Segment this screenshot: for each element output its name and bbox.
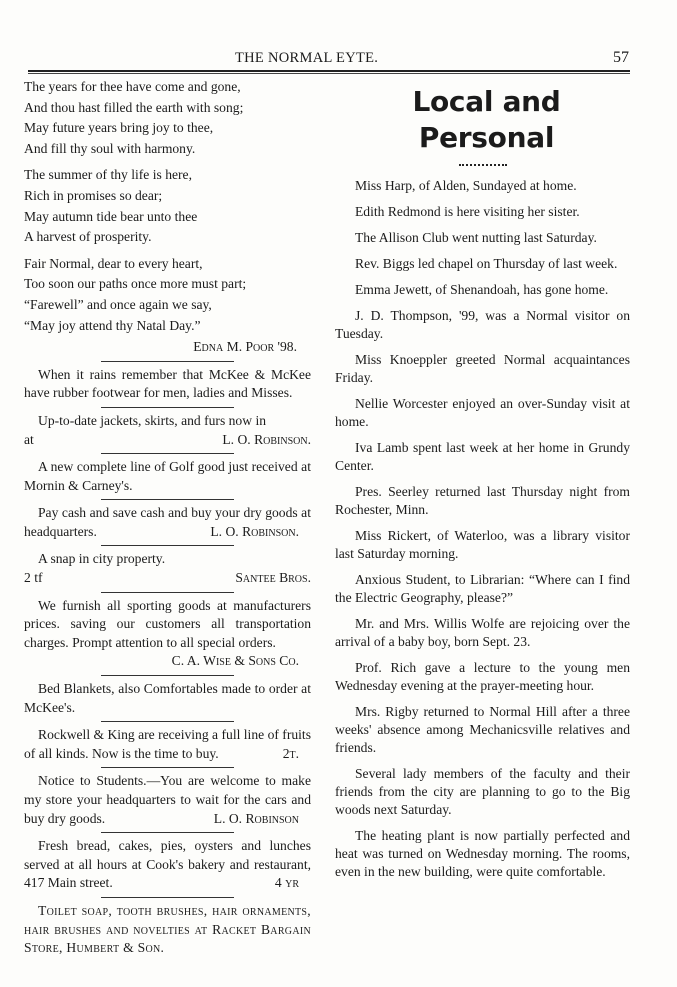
right-column: [335, 84, 630, 889]
poem-line: The years for thee have come and gone,: [24, 79, 241, 94]
divider: [101, 545, 234, 546]
news-item: Iva Lamb spent last week at her home in Grundy Center.: [335, 440, 630, 473]
ad-signature: L. O. Robinson: [213, 810, 299, 826]
divider: [101, 499, 234, 500]
poem-line: Rich in promises so dear;: [24, 187, 163, 203]
poem-signature: Edna M. Poor '98.: [193, 339, 297, 355]
news-item: The heating plant is now partially perfected and heat was turned on Wednesday morning. The rooms, even in the new building, were quite comfortable.: [335, 828, 630, 879]
section-heading: Local and Personal: [412, 85, 561, 154]
divider: [101, 407, 234, 408]
ad-note: at: [24, 431, 34, 447]
advertisement: [24, 772, 311, 828]
news-item: J. D. Thompson, '99, was a Normal visitor on Tuesday.: [335, 308, 630, 341]
ad-text: Fresh bread, cakes, pies, oysters and lunches served at all hours at Cook's bakery and restaurant, 417 Main street.: [24, 838, 311, 891]
ad-text: A snap in city property.: [38, 551, 166, 567]
divider: [101, 675, 234, 676]
page-number: 57: [613, 49, 629, 66]
advertisement: [24, 597, 311, 671]
ad-text: Pay cash and save cash and buy your dry goods at headquarters.: [24, 505, 311, 539]
ad-text: When it rains remember that McKee & McKee have rubber footwear for men, ladies and Misses.: [24, 366, 311, 401]
poem-line: A harvest of prosperity.: [24, 229, 152, 245]
ad-signature-line: [24, 431, 311, 450]
divider: [101, 832, 234, 833]
poem-line: Fair Normal, dear to every heart,: [24, 255, 203, 271]
ad-text: A new complete line of Golf good just received at Mornin & Carney's.: [24, 459, 311, 493]
news-item: Mr. and Mrs. Willis Wolfe are rejoicing over the arrival of a baby boy, born Sept. 23.: [335, 616, 630, 649]
advertisement: [24, 550, 311, 587]
publication-title: THE NORMAL EYTE.: [235, 50, 379, 66]
divider: [101, 361, 234, 362]
ad-signature: L. O. Robinson.: [210, 523, 299, 539]
poem-stanza: [24, 77, 311, 159]
advertisement: [24, 366, 311, 403]
news-item: Several lady members of the faculty and their friends from the city are planning to go to the Big woods next Saturday.: [335, 766, 630, 817]
poem-line: “Farewell” and once again we say,: [24, 296, 212, 312]
ad-text: Rockwell & King are receiving a full line of fruits of all kinds. Now is the time to buy.: [24, 727, 311, 761]
advertisement: [24, 837, 311, 893]
news-item: Miss Knoeppler greeted Normal acquaintances Friday.: [335, 352, 630, 385]
news-item: Mrs. Rigby returned to Normal Hill after a three weeks' absence among Mechanicsville relatives and friends.: [335, 704, 630, 755]
advertisement: [24, 412, 311, 449]
news-item: Rev. Biggs led chapel on Thursday of last week.: [355, 256, 618, 271]
divider: [101, 592, 234, 593]
poem-line: And thou hast filled the earth with song;: [24, 99, 244, 115]
divider: [101, 767, 234, 768]
ad-signature: Santee Bros.: [235, 570, 311, 586]
ad-text: We furnish all sporting goods at manufacturers prices. saving our customers all transportation charges. Prompt attention to all special orders.: [24, 597, 311, 650]
ad-signature-line: [24, 569, 311, 588]
advertisement: [24, 504, 311, 541]
news-item: Nellie Worcester enjoyed an over-Sunday visit at home.: [335, 396, 630, 429]
ad-text: Up-to-date jackets, skirts, and furs now in: [38, 412, 267, 428]
divider: [101, 897, 234, 898]
advertisement: Toilet soap, tooth brushes, hair ornaments, hair brushes and novelties at Racket Bargain Store, Humbert & Son.: [24, 902, 311, 956]
news-item: Prof. Rich gave a lecture to the young men Wednesday evening at the prayer-meeting hour.: [335, 660, 630, 693]
poem-stanza: [24, 254, 311, 336]
divider: [101, 453, 234, 454]
ad-text: Notice to Students.—You are welcome to make my store your headquarters to wait for the cars and buy dry goods.: [24, 773, 311, 826]
poem-line: And fill thy soul with harmony.: [24, 140, 196, 156]
ad-note: 2 tf: [24, 570, 43, 586]
news-item: The Allison Club went nutting last Saturday.: [355, 230, 597, 245]
news-item: Miss Harp, of Alden, Sundayed at home.: [355, 178, 577, 193]
ornament-divider: [459, 164, 507, 166]
news-item: Miss Rickert, of Waterloo, was a library visitor last Saturday morning.: [335, 528, 630, 561]
ad-text: Bed Blankets, also Comfortables made to order at McKee's.: [24, 681, 311, 715]
advertisement: [24, 458, 311, 495]
news-item: Pres. Seerley returned last Thursday night from Rochester, Minn.: [335, 484, 630, 517]
news-item: Anxious Student, to Librarian: “Where can I find the Electric Geography, please?”: [335, 572, 630, 605]
ad-signature: C. A. Wise & Sons Co.: [171, 653, 299, 669]
running-header: [0, 50, 677, 70]
ad-signature: L. O. Robinson.: [222, 431, 311, 447]
poem-line: Too soon our paths once more must part;: [24, 276, 247, 292]
poem-line: “May joy attend thy Natal Day.”: [24, 317, 201, 333]
advertisement: [24, 680, 311, 717]
header-rule: [28, 70, 630, 74]
divider: [101, 721, 234, 722]
advertisement: [24, 726, 311, 763]
poem-line: May autumn tide bear unto thee: [24, 208, 198, 224]
poem-line: The summer of thy life is here,: [24, 167, 192, 183]
left-column: [24, 77, 311, 958]
poem-stanza: [24, 165, 311, 247]
news-item: Edith Redmond is here visiting her sister.: [355, 204, 580, 219]
ad-signature: 2t.: [282, 745, 299, 761]
poem-line: May future years bring joy to thee,: [24, 120, 214, 136]
news-item: Emma Jewett, of Shenandoah, has gone home.: [355, 282, 609, 297]
ad-signature: 4 yr: [274, 875, 299, 891]
